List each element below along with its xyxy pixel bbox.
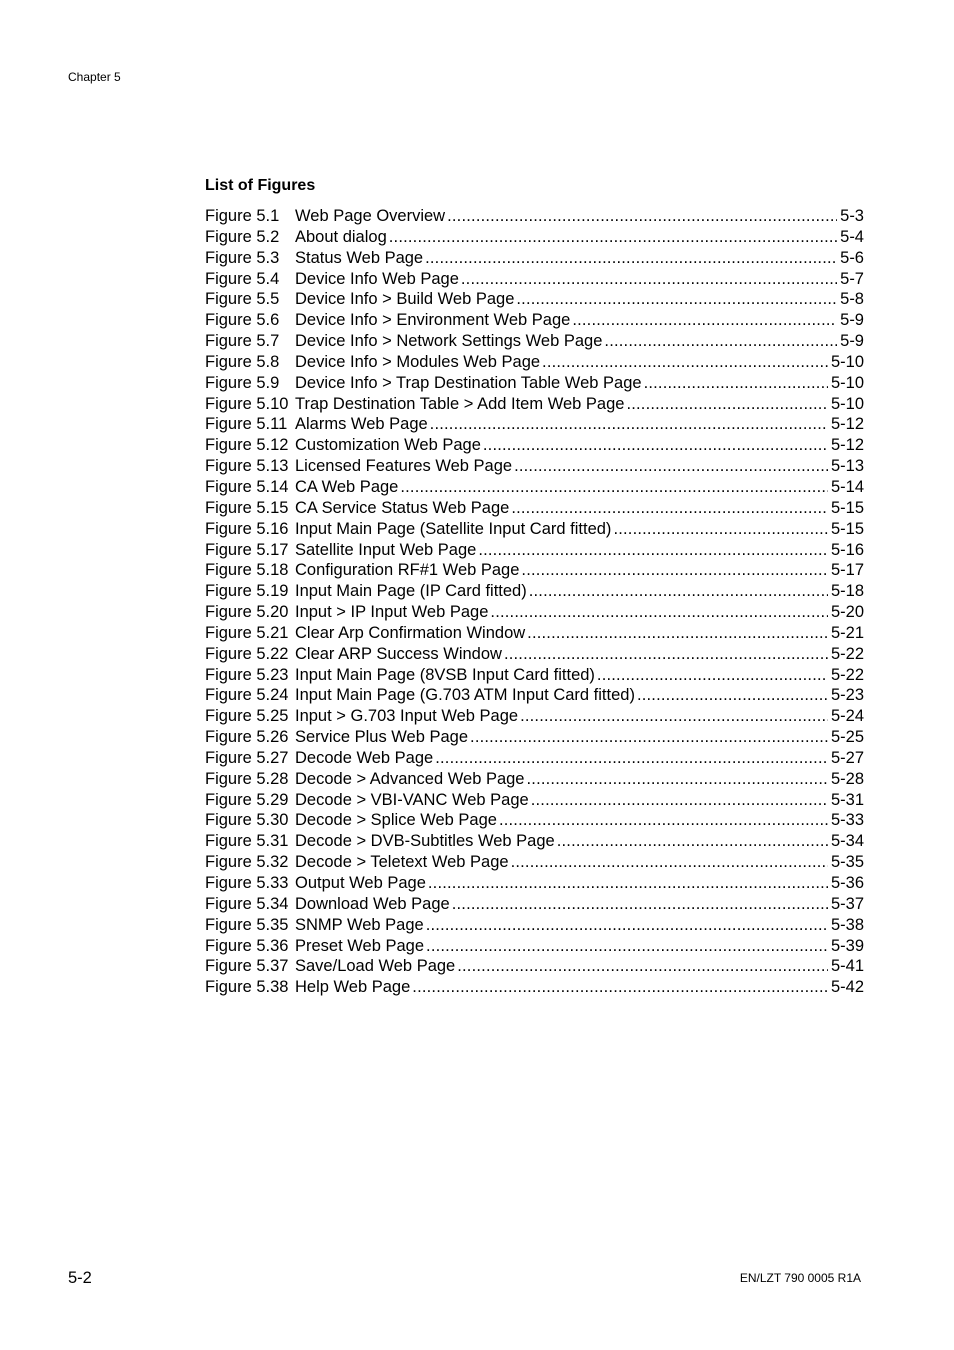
figure-title: Decode > DVB-Subtitles Web Page xyxy=(295,832,555,851)
figure-number: Figure 5.36 xyxy=(205,936,289,955)
figure-page: 5-20 xyxy=(830,603,864,622)
dot-leader xyxy=(521,560,828,581)
figure-number: Figure 5.4 xyxy=(205,269,280,288)
dot-leader xyxy=(490,602,828,623)
figure-entry[interactable] xyxy=(205,414,864,435)
figure-page: 5-42 xyxy=(830,978,864,997)
dot-leader xyxy=(426,936,828,957)
dot-leader xyxy=(511,852,828,873)
dot-leader xyxy=(447,206,837,227)
figure-number: Figure 5.5 xyxy=(205,290,280,309)
figure-title: Decode > Advanced Web Page xyxy=(295,769,525,788)
dot-leader xyxy=(425,248,837,269)
figure-title: Input Main Page (8VSB Input Card fitted) xyxy=(295,665,595,684)
figure-page: 5-7 xyxy=(840,269,864,288)
figure-entry[interactable] xyxy=(205,206,864,227)
figure-number: Figure 5.23 xyxy=(205,665,289,684)
figure-entry[interactable] xyxy=(205,269,864,290)
figure-entry[interactable] xyxy=(205,644,864,665)
dot-leader xyxy=(597,665,828,686)
dot-leader xyxy=(531,790,828,811)
figure-number: Figure 5.22 xyxy=(205,644,289,663)
figure-page: 5-18 xyxy=(830,582,864,601)
figure-entry[interactable] xyxy=(205,310,864,331)
figure-page: 5-39 xyxy=(830,936,864,955)
figure-title: Download Web Page xyxy=(295,894,450,913)
figure-number: Figure 5.33 xyxy=(205,874,289,892)
dot-leader xyxy=(644,373,828,394)
figure-entry[interactable] xyxy=(205,873,864,894)
figure-page: 5-6 xyxy=(840,248,864,267)
figure-entry[interactable] xyxy=(205,623,864,644)
figure-page: 5-8 xyxy=(840,290,864,309)
figure-page: 5-9 xyxy=(840,311,864,330)
dot-leader xyxy=(435,748,828,769)
figure-entry[interactable] xyxy=(205,831,864,852)
figure-number: Figure 5.16 xyxy=(205,519,289,538)
figure-entry[interactable] xyxy=(205,331,864,352)
figure-page: 5-33 xyxy=(830,811,864,830)
figure-list xyxy=(205,206,864,998)
figure-title: Device Info > Modules Web Page xyxy=(295,352,541,371)
figure-page: 5-16 xyxy=(830,540,864,559)
figure-entry[interactable] xyxy=(205,956,864,977)
figure-title: Input Main Page (G.703 ATM Input Card fitted) xyxy=(295,686,635,705)
figure-entry[interactable] xyxy=(205,581,864,602)
figure-title: Save/Load Web Page xyxy=(295,957,456,976)
dot-leader xyxy=(412,977,828,998)
figure-entry[interactable] xyxy=(205,602,864,623)
figure-number: Figure 5.1 xyxy=(205,207,280,225)
figure-title: CA Web Page xyxy=(295,477,399,496)
figure-page: 5-22 xyxy=(830,644,864,663)
figure-number: Figure 5.3 xyxy=(205,248,280,267)
figure-number: Figure 5.27 xyxy=(205,748,289,767)
figure-page: 5-38 xyxy=(830,915,864,934)
figure-title: Trap Destination Table > Add Item Web Page xyxy=(295,394,625,413)
figure-number: Figure 5.29 xyxy=(205,790,289,809)
figure-entry[interactable] xyxy=(205,289,864,310)
figure-page: 5-12 xyxy=(830,436,864,455)
figure-number: Figure 5.10 xyxy=(205,394,289,413)
figure-title: Decode Web Page xyxy=(295,748,434,767)
figure-entry[interactable] xyxy=(205,706,864,727)
figure-number: Figure 5.26 xyxy=(205,728,289,747)
dot-leader xyxy=(428,873,828,894)
figure-page: 5-17 xyxy=(830,561,864,580)
figure-entry[interactable] xyxy=(205,477,864,498)
footer-doc-id: EN/LZT 790 0005 R1A xyxy=(739,1271,861,1285)
figure-title: Preset Web Page xyxy=(295,936,425,955)
figure-number: Figure 5.9 xyxy=(205,373,280,392)
figure-entry[interactable] xyxy=(205,748,864,769)
figure-page: 5-41 xyxy=(830,957,864,976)
figure-entry[interactable] xyxy=(205,769,864,790)
dot-leader xyxy=(499,810,828,831)
figure-number: Figure 5.17 xyxy=(205,540,289,559)
dot-leader xyxy=(511,498,828,519)
dot-leader xyxy=(400,477,828,498)
list-of-figures-heading: List of Figures xyxy=(205,177,316,194)
figure-number: Figure 5.24 xyxy=(205,686,289,705)
figure-page: 5-13 xyxy=(830,457,864,476)
figure-number: Figure 5.14 xyxy=(205,477,289,496)
figure-title: Device Info > Environment Web Page xyxy=(295,311,571,330)
dot-leader xyxy=(626,394,828,415)
figure-title: Licensed Features Web Page xyxy=(295,457,513,476)
figure-number: Figure 5.21 xyxy=(205,623,289,642)
figure-title: Device Info > Build Web Page xyxy=(295,290,515,309)
figure-title: Clear Arp Confirmation Window xyxy=(295,623,526,642)
figure-entry[interactable] xyxy=(205,665,864,686)
figure-entry[interactable] xyxy=(205,560,864,581)
figure-title: About dialog xyxy=(295,227,387,246)
figure-title: Device Info Web Page xyxy=(295,269,459,288)
figure-title: Customization Web Page xyxy=(295,436,481,455)
figure-entry[interactable] xyxy=(205,685,864,706)
figure-page: 5-4 xyxy=(840,227,864,246)
dot-leader xyxy=(430,414,828,435)
dot-leader xyxy=(529,581,828,602)
dot-leader xyxy=(426,915,828,936)
figure-entry[interactable] xyxy=(205,248,864,269)
figure-number: Figure 5.19 xyxy=(205,582,289,601)
figure-page: 5-31 xyxy=(830,790,864,809)
figure-page: 5-27 xyxy=(830,748,864,767)
figure-page: 5-21 xyxy=(830,623,864,642)
figure-page: 5-14 xyxy=(830,477,864,496)
figure-entry[interactable] xyxy=(205,915,864,936)
figure-page: 5-3 xyxy=(840,207,864,225)
figure-number: Figure 5.20 xyxy=(205,603,289,622)
dot-leader xyxy=(527,623,828,644)
dot-leader xyxy=(483,435,828,456)
figure-title: Satellite Input Web Page xyxy=(295,540,477,559)
dot-leader xyxy=(637,685,828,706)
figure-number: Figure 5.18 xyxy=(205,561,289,580)
figure-number: Figure 5.8 xyxy=(205,352,280,371)
figure-number: Figure 5.28 xyxy=(205,769,289,788)
figure-number: Figure 5.6 xyxy=(205,311,280,330)
figure-entry[interactable] xyxy=(205,394,864,415)
figure-title: Decode > VBI-VANC Web Page xyxy=(295,790,529,809)
dot-leader xyxy=(613,519,828,540)
figure-number: Figure 5.34 xyxy=(205,894,289,913)
figure-page: 5-28 xyxy=(830,769,864,788)
figure-entry[interactable] xyxy=(205,936,864,957)
figure-page: 5-10 xyxy=(830,394,864,413)
figure-entry[interactable] xyxy=(205,498,864,519)
figure-title: Help Web Page xyxy=(295,978,411,997)
figure-page: 5-10 xyxy=(830,373,864,392)
figure-entry[interactable] xyxy=(205,456,864,477)
dot-leader xyxy=(572,310,837,331)
dot-leader xyxy=(520,706,828,727)
dot-leader xyxy=(516,289,837,310)
figure-page: 5-25 xyxy=(830,728,864,747)
figure-number: Figure 5.13 xyxy=(205,457,289,476)
figure-title: Output Web Page xyxy=(295,874,426,892)
figure-number: Figure 5.30 xyxy=(205,811,289,830)
figure-entry[interactable] xyxy=(205,977,864,998)
figure-entry[interactable] xyxy=(205,519,864,540)
figure-title: Input Main Page (IP Card fitted) xyxy=(295,582,527,601)
figure-entry[interactable] xyxy=(205,727,864,748)
figure-title: Clear ARP Success Window xyxy=(295,644,502,663)
figure-entry[interactable] xyxy=(205,894,864,915)
figure-entry[interactable] xyxy=(205,373,864,394)
figure-title: Decode > Teletext Web Page xyxy=(295,853,509,872)
figure-page: 5-10 xyxy=(830,352,864,371)
dot-leader xyxy=(604,331,837,352)
figure-number: Figure 5.11 xyxy=(205,415,288,434)
figure-title: Device Info > Network Settings Web Page xyxy=(295,332,603,351)
figure-title: Configuration RF#1 Web Page xyxy=(295,561,520,580)
figure-page: 5-37 xyxy=(830,894,864,913)
figure-number: Figure 5.32 xyxy=(205,853,289,872)
figure-entry[interactable] xyxy=(205,852,864,873)
figure-page: 5-15 xyxy=(830,519,864,538)
figure-page: 5-36 xyxy=(830,874,864,892)
dot-leader xyxy=(461,269,837,290)
figure-page: 5-12 xyxy=(830,415,864,434)
figure-title: CA Service Status Web Page xyxy=(295,498,510,517)
figure-number: Figure 5.35 xyxy=(205,915,289,934)
figure-page: 5-9 xyxy=(840,332,864,351)
figure-title: Web Page Overview xyxy=(295,207,446,225)
dot-leader xyxy=(478,540,828,561)
dot-leader xyxy=(514,456,828,477)
dot-leader xyxy=(504,644,828,665)
figure-title: Device Info > Trap Destination Table Web Page xyxy=(295,373,642,392)
dot-leader xyxy=(389,227,837,248)
figure-entry[interactable] xyxy=(205,810,864,831)
figure-title: Status Web Page xyxy=(295,248,424,267)
figure-number: Figure 5.37 xyxy=(205,957,289,976)
figure-number: Figure 5.31 xyxy=(205,832,289,851)
figure-title: Input Main Page (Satellite Input Card fitted) xyxy=(295,519,612,538)
figure-number: Figure 5.15 xyxy=(205,498,289,517)
figure-number: Figure 5.38 xyxy=(205,978,289,997)
figure-page: 5-35 xyxy=(830,853,864,872)
figure-entry[interactable] xyxy=(205,790,864,811)
figure-entry[interactable] xyxy=(205,435,864,456)
figure-page: 5-15 xyxy=(830,498,864,517)
figure-title: Alarms Web Page xyxy=(295,415,428,434)
figure-number: Figure 5.7 xyxy=(205,332,280,351)
figure-page: 5-24 xyxy=(830,707,864,726)
figure-number: Figure 5.2 xyxy=(205,227,280,246)
figure-page: 5-34 xyxy=(830,832,864,851)
figure-entry[interactable] xyxy=(205,227,864,248)
figure-title: Input > G.703 Input Web Page xyxy=(295,707,519,726)
figure-page: 5-23 xyxy=(830,686,864,705)
dot-leader xyxy=(542,352,828,373)
figure-title: SNMP Web Page xyxy=(295,915,424,934)
footer-page-number: 5-2 xyxy=(68,1269,92,1287)
figure-page: 5-22 xyxy=(830,665,864,684)
dot-leader xyxy=(527,769,828,790)
chapter-header: Chapter 5 xyxy=(68,70,121,84)
figure-number: Figure 5.12 xyxy=(205,436,289,455)
dot-leader xyxy=(457,956,828,977)
figure-entry[interactable] xyxy=(205,540,864,561)
figure-title: Service Plus Web Page xyxy=(295,728,469,747)
dot-leader xyxy=(452,894,828,915)
figure-title: Decode > Splice Web Page xyxy=(295,811,497,830)
figure-title: Input > IP Input Web Page xyxy=(295,603,489,622)
figure-entry[interactable] xyxy=(205,352,864,373)
dot-leader xyxy=(470,727,828,748)
figure-number: Figure 5.25 xyxy=(205,707,289,726)
dot-leader xyxy=(557,831,828,852)
